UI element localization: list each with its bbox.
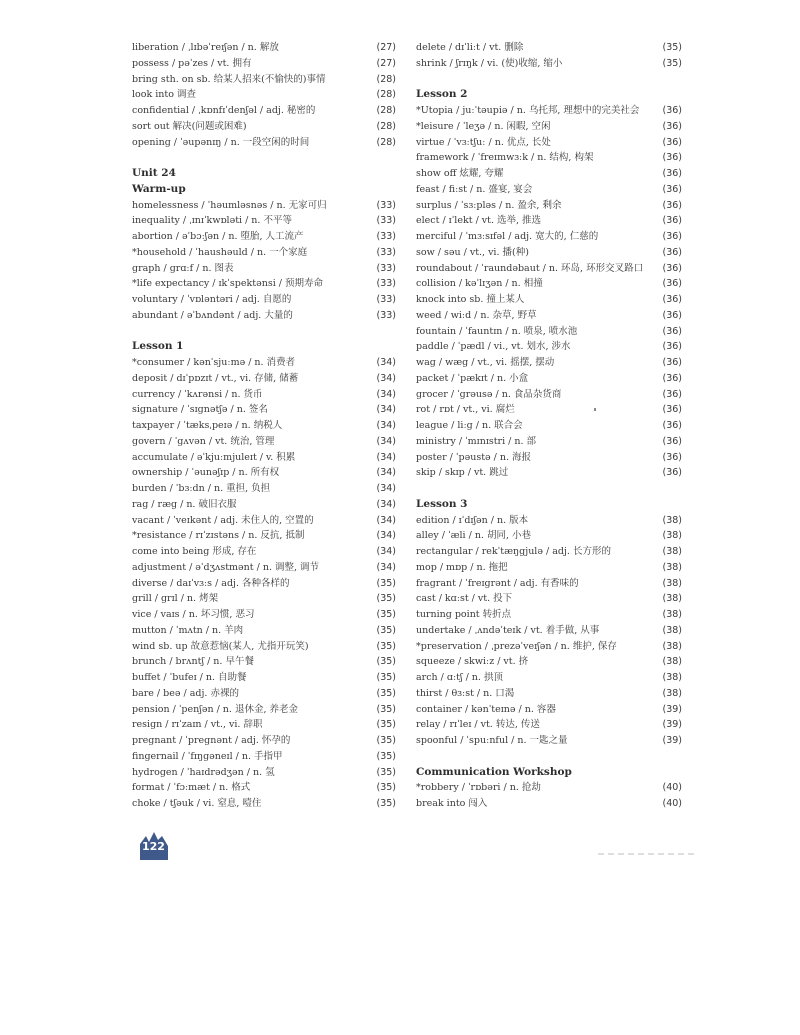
entry-term: format / ˈfɔːmæt / n. 格式 [132, 782, 251, 794]
entry-page-ref: (28) [376, 105, 396, 116]
glossary-entry [132, 119, 396, 135]
entry-term: relay / rɪˈleɪ / vt. 转达, 传送 [416, 719, 540, 731]
entry-term: mutton / ˈmʌtn / n. 羊肉 [132, 624, 244, 636]
entry-term: vice / vaɪs / n. 坏习惯, 恶习 [132, 609, 255, 620]
glossary-entry [416, 402, 682, 418]
entry-term: graph / grɑːf / n. 图表 [132, 262, 234, 274]
glossary-entry [416, 150, 682, 166]
entry-page-ref: (35) [376, 624, 396, 636]
glossary-entry [416, 261, 682, 277]
entry-term: accumulate / əˈkjuːmjuleɪt / v. 积累 [132, 451, 296, 463]
glossary-entry [132, 733, 396, 749]
entry-term: *consumer / kənˈsjuːmə / n. 消费者 [132, 357, 296, 368]
entry-term: delete / dɪˈliːt / vt. 删除 [416, 42, 524, 53]
entry-term: wind sb. up 故意惹恼(某人, 尤指开玩笑) [132, 640, 309, 652]
entry-term: alley / ˈæli / n. 胡同, 小巷 [416, 530, 532, 542]
entry-term: rectangular / rekˈtæŋgjulə / adj. 长方形的 [416, 546, 611, 557]
glossary-entry [416, 639, 682, 655]
entry-term: spoonful / ˈspuːnful / n. 一匙之量 [416, 735, 568, 746]
entry-page-ref: (28) [376, 73, 396, 85]
glossary-entry [132, 465, 396, 481]
glossary-entry [416, 229, 682, 245]
glossary-entry [416, 450, 682, 466]
entry-page-ref: (34) [376, 451, 396, 463]
entry-page-ref: (33) [376, 246, 396, 258]
entry-term: undertake / ˌʌndəˈteɪk / vt. 着手做, 从事 [416, 624, 600, 636]
glossary-entry [132, 418, 396, 434]
entry-term: roundabout / ˈraundəbaut / n. 环岛, 环形交叉路口 [416, 262, 644, 274]
entry-term: league / liːg / n. 联合会 [416, 420, 523, 431]
glossary-entry [416, 465, 682, 481]
entry-term: bare / beə / adj. 赤裸的 [132, 687, 239, 699]
entry-page-ref: (34) [376, 420, 396, 431]
entry-page-ref: (36) [662, 294, 682, 305]
glossary-entry [132, 702, 396, 718]
entry-page-ref: (35) [376, 798, 396, 809]
entry-page-ref: (33) [376, 199, 396, 211]
entry-term: taxpayer / ˈtæksˌpeɪə / n. 纳税人 [132, 420, 283, 431]
entry-term: sort out 解决(问题或困难) [132, 120, 247, 132]
entry-page-ref: (36) [662, 404, 682, 416]
entry-page-ref: (36) [662, 341, 682, 353]
glossary-entry [132, 87, 396, 103]
entry-term: packet / ˈpækɪt / n. 小盒 [416, 372, 529, 384]
entry-term: poster / ˈpəustə / n. 海报 [416, 451, 532, 463]
entry-term: choke / tʃəuk / vi. 窒息, 噎住 [132, 798, 262, 809]
entry-page-ref: (38) [662, 514, 682, 526]
glossary-entry [416, 780, 682, 796]
entry-page-ref: (35) [376, 577, 396, 589]
entry-page-ref: (39) [662, 703, 682, 715]
glossary-entry [416, 591, 682, 607]
glossary-entry [416, 576, 682, 592]
entry-page-ref: (38) [662, 593, 682, 605]
glossary-entry [416, 245, 682, 261]
entry-page-ref: (27) [376, 57, 396, 69]
glossary-entry [132, 560, 396, 576]
entry-term: confidential / ˌkɒnfɪˈdenʃəl / adj. 秘密的 [132, 105, 316, 116]
entry-page-ref: (36) [662, 325, 682, 337]
glossary-entry [416, 324, 682, 340]
glossary-entry [416, 182, 682, 198]
glossary-entry [132, 387, 396, 403]
entry-term: burden / ˈbɜːdn / n. 重担, 负担 [132, 483, 271, 494]
entry-term: buffet / ˈbufeɪ / n. 自助餐 [132, 672, 247, 683]
entry-page-ref: (38) [662, 577, 682, 589]
entry-page-ref: (34) [376, 483, 396, 494]
entry-page-ref: (35) [376, 782, 396, 794]
glossary-entry [132, 780, 396, 796]
entry-page-ref: (38) [662, 624, 682, 636]
entry-term: currency / ˈkʌrənsi / n. 货币 [132, 388, 263, 400]
entry-page-ref: (35) [376, 703, 396, 715]
glossary-entry [132, 749, 396, 765]
entry-page-ref: (34) [376, 404, 396, 416]
entry-term: knock into sb. 撞上某人 [416, 294, 525, 305]
entry-term: hydrogen / ˈhaɪdrədʒən / n. 氢 [132, 766, 275, 778]
glossary-entry [132, 528, 396, 544]
entry-page-ref: (38) [662, 672, 682, 683]
entry-term: arch / ɑːtʃ / n. 拱顶 [416, 672, 503, 683]
glossary-entry [132, 40, 396, 56]
glossary-entry [132, 607, 396, 623]
glossary-entry [132, 371, 396, 387]
entry-page-ref: (36) [662, 136, 682, 148]
glossary-entry [416, 670, 682, 686]
entry-term: rag / ræg / n. 破旧衣服 [132, 498, 237, 510]
glossary-entry [416, 339, 682, 355]
scan-speck [594, 408, 596, 411]
section-spacer [416, 72, 682, 88]
glossary-entry [416, 166, 682, 182]
glossary-entry [132, 213, 396, 229]
entry-term: *robbery / ˈrɒbəri / n. 抢劫 [416, 782, 541, 794]
glossary-entry [132, 450, 396, 466]
entry-page-ref: (27) [376, 42, 396, 53]
glossary-entry [416, 40, 682, 56]
glossary-entry [416, 355, 682, 371]
entry-term: *preservation / ˌprezəˈveɪʃən / n. 维护, 保存 [416, 640, 617, 652]
entry-page-ref: (34) [376, 530, 396, 542]
glossary-entry [416, 544, 682, 560]
glossary-entry [416, 607, 682, 623]
glossary-entry [132, 56, 396, 72]
glossary-entry [132, 670, 396, 686]
entry-page-ref: (35) [376, 719, 396, 731]
entry-term: rot / rɒt / vt., vi. 腐烂 [416, 404, 515, 416]
glossary-entry [132, 276, 396, 292]
glossary-entry [416, 198, 682, 214]
entry-term: sow / səu / vt., vi. 播(种) [416, 246, 529, 258]
entry-term: fingernail / ˈfɪŋgəneɪl / n. 手指甲 [132, 750, 283, 762]
glossary-entry [416, 387, 682, 403]
entry-page-ref: (36) [662, 420, 682, 431]
glossary-entry [416, 135, 682, 151]
entry-term: voluntary / ˈvɒləntəri / adj. 自愿的 [132, 294, 292, 305]
entry-term: mop / mɒp / n. 拖把 [416, 561, 508, 573]
entry-term: *leisure / ˈleʒə / n. 闲暇, 空闲 [416, 120, 551, 132]
entry-page-ref: (38) [662, 656, 682, 668]
entry-term: bring sth. on sb. 给某人招来(不愉快的)事情 [132, 73, 326, 85]
entry-term: paddle / ˈpædl / vi., vt. 划水, 涉水 [416, 341, 571, 353]
entry-page-ref: (36) [662, 435, 682, 447]
glossary-entry [132, 292, 396, 308]
entry-term: skip / skɪp / vt. 跳过 [416, 467, 509, 479]
section-heading: Warm-up [132, 182, 186, 195]
entry-page-ref: (39) [662, 735, 682, 746]
glossary-entry [416, 513, 682, 529]
entry-term: show off 炫耀, 夸耀 [416, 168, 504, 179]
entry-page-ref: (34) [376, 372, 396, 384]
entry-page-ref: (38) [662, 687, 682, 699]
glossary-entry [416, 119, 682, 135]
entry-term: pension / ˈpenʃən / n. 退休金, 养老金 [132, 703, 299, 715]
entry-term: surplus / ˈsɜːpləs / n. 盈余, 剩余 [416, 199, 562, 211]
entry-term: liberation / ˌlɪbəˈreɪʃən / n. 解放 [132, 42, 279, 53]
entry-page-ref: (35) [662, 42, 682, 53]
glossary-entry [416, 56, 682, 72]
entry-page-ref: (35) [662, 57, 682, 69]
entry-term: *life expectancy / ɪkˈspektənsi / 预期寿命 [132, 278, 323, 290]
glossary-entry [132, 402, 396, 418]
entry-term: break into 闯入 [416, 798, 488, 809]
entry-page-ref: (38) [662, 530, 682, 542]
entry-term: merciful / ˈmɜːsɪfəl / adj. 宽大的, 仁慈的 [416, 231, 599, 242]
page-number: 122 [142, 840, 165, 853]
entry-term: look into 调查 [132, 89, 196, 101]
glossary-entry [416, 103, 682, 119]
glossary-entry [132, 639, 396, 655]
glossary-entry [132, 72, 396, 88]
entry-term: *Utopia / juːˈtəupiə / n. 乌托邦, 理想中的完美社会 [416, 105, 640, 116]
entry-page-ref: (35) [376, 672, 396, 683]
entry-term: feast / fiːst / n. 盛宴, 宴会 [416, 183, 533, 195]
entry-term: elect / ɪˈlekt / vt. 选举, 推选 [416, 215, 542, 227]
glossary-entry [132, 103, 396, 119]
entry-term: grocer / ˈgrəusə / n. 食品杂货商 [416, 388, 562, 400]
glossary-entry [132, 434, 396, 450]
entry-term: abortion / əˈbɔːʃən / n. 堕胎, 人工流产 [132, 231, 304, 242]
entry-page-ref: (40) [662, 782, 682, 794]
glossary-entry [132, 591, 396, 607]
glossary-entry [416, 213, 682, 229]
entry-page-ref: (35) [376, 593, 396, 605]
entry-page-ref: (35) [376, 656, 396, 668]
entry-term: *resistance / rɪˈzɪstəns / n. 反抗, 抵制 [132, 530, 305, 542]
entry-term: framework / ˈfreɪmwɜːk / n. 结构, 构架 [416, 152, 594, 164]
entry-page-ref: (34) [376, 561, 396, 573]
glossary-entry [416, 686, 682, 702]
entry-term: signature / ˈsɪgnətʃə / n. 签名 [132, 404, 268, 416]
entry-term: abundant / əˈbʌndənt / adj. 大量的 [132, 309, 293, 321]
entry-page-ref: (36) [662, 199, 682, 211]
glossary-entry [416, 292, 682, 308]
entry-page-ref: (36) [662, 278, 682, 290]
glossary-entry [416, 528, 682, 544]
entry-page-ref: (36) [662, 120, 682, 132]
entry-page-ref: (36) [662, 262, 682, 274]
glossary-entry [132, 245, 396, 261]
entry-term: shrink / ʃrɪŋk / vi. (使)收缩, 缩小 [416, 57, 563, 69]
glossary-entry [132, 576, 396, 592]
glossary-entry [416, 308, 682, 324]
entry-page-ref: (36) [662, 372, 682, 384]
entry-page-ref: (34) [376, 435, 396, 447]
entry-term: brunch / brʌntʃ / n. 早午餐 [132, 656, 254, 668]
section-heading: Unit 24 [132, 167, 176, 179]
section-spacer [132, 150, 396, 166]
glossary-entry [132, 796, 396, 812]
glossary-entry [416, 733, 682, 749]
entry-term: wag / wæg / vt., vi. 摇摆, 摆动 [416, 357, 555, 368]
entry-page-ref: (34) [376, 467, 396, 479]
entry-term: deposit / dɪˈpɒzɪt / vt., vi. 存储, 储蓄 [132, 372, 299, 384]
glossary-entry [416, 418, 682, 434]
entry-page-ref: (33) [376, 215, 396, 227]
glossary-entry [416, 276, 682, 292]
entry-term: come into being 形成, 存在 [132, 546, 257, 557]
section-spacer [416, 749, 682, 765]
entry-page-ref: (36) [662, 215, 682, 227]
glossary-entry [132, 135, 396, 151]
entry-term: virtue / ˈvɜːtʃuː / n. 优点, 长处 [416, 136, 551, 148]
section-heading: Lesson 3 [416, 497, 468, 510]
entry-term: squeeze / skwiːz / vt. 挤 [416, 656, 529, 668]
glossary-entry [132, 497, 396, 513]
entry-term: weed / wiːd / n. 杂草, 野草 [416, 309, 537, 321]
entry-page-ref: (28) [376, 136, 396, 148]
entry-term: fountain / ˈfauntɪn / n. 喷泉, 喷水池 [416, 325, 578, 337]
entry-term: adjustment / əˈdʒʌstmənt / n. 调整, 调节 [132, 561, 320, 573]
glossary-entry [132, 544, 396, 560]
glossary-entry [132, 261, 396, 277]
entry-page-ref: (34) [376, 514, 396, 526]
entry-page-ref: (34) [376, 388, 396, 400]
glossary-left-column [132, 40, 396, 812]
entry-page-ref: (39) [662, 719, 682, 731]
entry-page-ref: (35) [376, 640, 396, 652]
entry-page-ref: (33) [376, 231, 396, 242]
glossary-entry [416, 717, 682, 733]
glossary-entry [132, 229, 396, 245]
entry-term: pregnant / ˈpregnənt / adj. 怀孕的 [132, 735, 291, 746]
entry-term: resign / rɪˈzaɪn / vt., vi. 辞职 [132, 719, 263, 731]
entry-term: fragrant / ˈfreɪgrənt / adj. 有香味的 [416, 577, 579, 589]
entry-page-ref: (38) [662, 546, 682, 557]
entry-term: ministry / ˈmɪnɪstri / n. 部 [416, 435, 537, 447]
glossary-entry [416, 371, 682, 387]
footer-decoration [598, 850, 694, 858]
entry-page-ref: (33) [376, 262, 396, 274]
entry-term: grill / grɪl / n. 烤架 [132, 593, 219, 605]
glossary-entry [132, 765, 396, 781]
entry-page-ref: (36) [662, 183, 682, 195]
section-heading: Communication Workshop [416, 765, 572, 778]
glossary-entry [416, 560, 682, 576]
entry-page-ref: (36) [662, 231, 682, 242]
entry-page-ref: (35) [376, 687, 396, 699]
entry-page-ref: (40) [662, 798, 682, 809]
entry-page-ref: (28) [376, 89, 396, 101]
entry-page-ref: (38) [662, 561, 682, 573]
entry-page-ref: (36) [662, 168, 682, 179]
entry-page-ref: (36) [662, 388, 682, 400]
glossary-entry [132, 481, 396, 497]
glossary-entry [416, 654, 682, 670]
glossary-entry [416, 434, 682, 450]
entry-term: thirst / θɜːst / n. 口渴 [416, 687, 515, 699]
glossary-entry [132, 717, 396, 733]
entry-page-ref: (36) [662, 451, 682, 463]
entry-term: homelessness / ˈhəumləsnəs / n. 无家可归 [132, 199, 327, 211]
glossary-entry [132, 686, 396, 702]
glossary-entry [132, 198, 396, 214]
entry-page-ref: (35) [376, 609, 396, 620]
entry-page-ref: (33) [376, 309, 396, 321]
entry-page-ref: (36) [662, 246, 682, 258]
entry-term: vacant / ˈveɪkənt / adj. 未住人的, 空置的 [132, 514, 314, 526]
entry-term: possess / pəˈzes / vt. 拥有 [132, 57, 252, 69]
section-spacer [132, 324, 396, 340]
entry-page-ref: (36) [662, 357, 682, 368]
glossary-entry [132, 623, 396, 639]
glossary-entry [132, 654, 396, 670]
entry-page-ref: (35) [376, 766, 396, 778]
glossary-entry [132, 308, 396, 324]
entry-page-ref: (35) [376, 735, 396, 746]
glossary-right-column [416, 40, 682, 812]
section-heading: Lesson 2 [416, 88, 468, 101]
section-heading: Lesson 1 [132, 340, 184, 353]
entry-page-ref: (33) [376, 294, 396, 305]
entry-page-ref: (36) [662, 105, 682, 116]
entry-term: turning point 转折点 [416, 609, 512, 620]
glossary-entry [132, 513, 396, 529]
entry-term: diverse / daɪˈvɜːs / adj. 各种各样的 [132, 577, 290, 589]
entry-page-ref: (36) [662, 467, 682, 479]
entry-term: cast / kɑːst / vt. 投下 [416, 593, 513, 605]
entry-page-ref: (33) [376, 278, 396, 290]
entry-term: collision / kəˈlɪʒən / n. 相撞 [416, 278, 543, 290]
entry-page-ref: (34) [376, 498, 396, 510]
entry-term: ownership / ˈəunəʃɪp / n. 所有权 [132, 467, 280, 479]
entry-term: opening / ˈəupənɪŋ / n. 一段空闲的时间 [132, 136, 310, 148]
entry-term: inequality / ˌɪnɪˈkwɒləti / n. 不平等 [132, 215, 292, 227]
section-spacer [416, 481, 682, 497]
glossary-entry [416, 702, 682, 718]
glossary-entry [132, 355, 396, 371]
entry-term: *household / ˈhaushəuld / n. 一个家庭 [132, 246, 308, 258]
glossary-entry [416, 623, 682, 639]
entry-page-ref: (28) [376, 120, 396, 132]
entry-term: govern / ˈgʌvən / vt. 统治, 管理 [132, 435, 275, 447]
glossary-entry [416, 796, 682, 812]
entry-page-ref: (38) [662, 640, 682, 652]
entry-term: edition / ɪˈdɪʃən / n. 版本 [416, 514, 529, 526]
entry-page-ref: (36) [662, 152, 682, 164]
page-number-badge [140, 838, 166, 856]
entry-term: container / kənˈteɪnə / n. 容器 [416, 703, 556, 715]
entry-page-ref: (34) [376, 357, 396, 368]
entry-page-ref: (36) [662, 309, 682, 321]
entry-page-ref: (35) [376, 750, 396, 762]
entry-page-ref: (34) [376, 546, 396, 557]
entry-page-ref: (38) [662, 609, 682, 620]
